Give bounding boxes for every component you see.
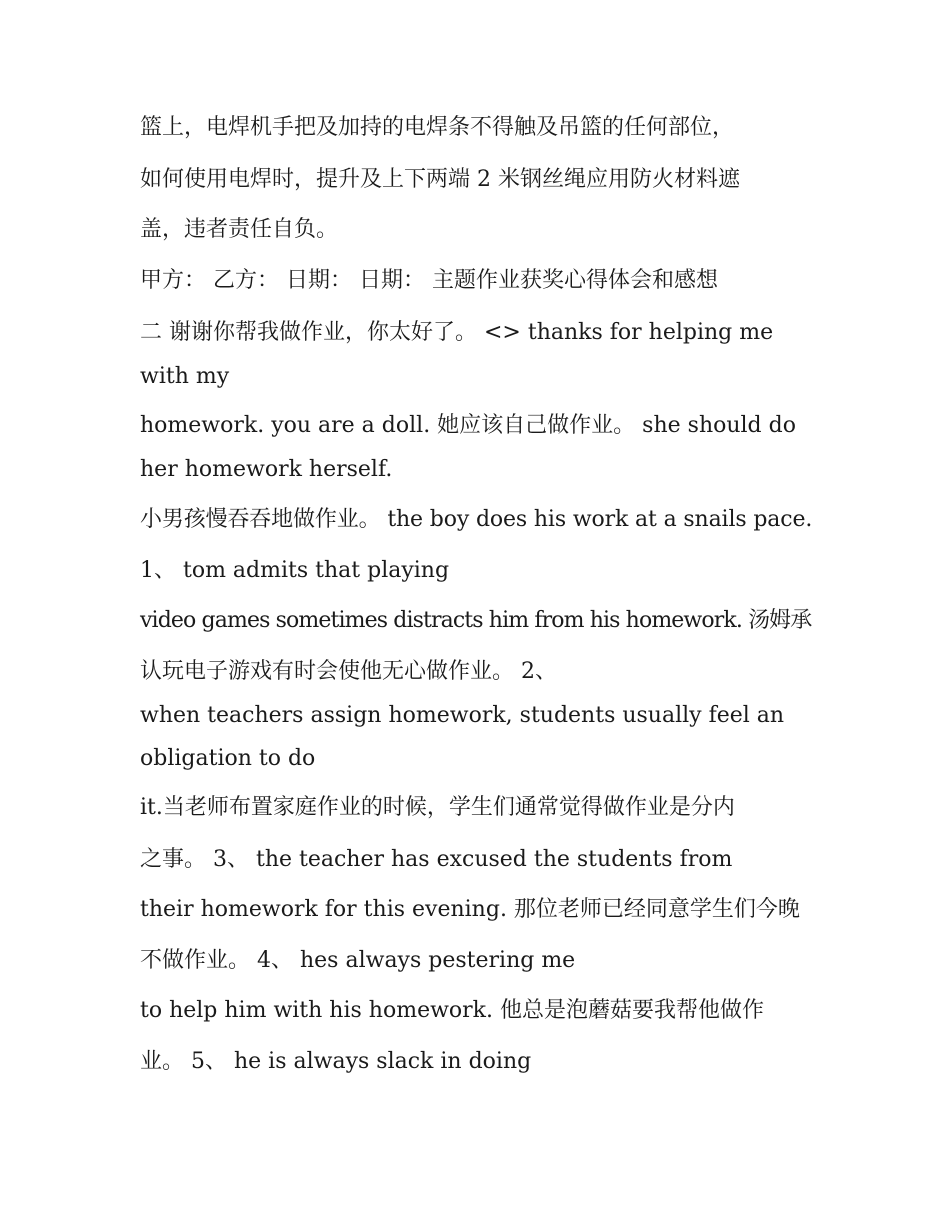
text-line: their homework for this evening. 那位老师已经同意学生们今晚 (140, 897, 800, 922)
text-line: homework. you are a doll. 她应该自己做作业。 she should do (140, 413, 796, 438)
text-line: 二 谢谢你帮我做作业，你太好了。 <> thanks for helping me (140, 320, 774, 345)
text-line: when teachers assign homework, students usually feel an (140, 703, 785, 728)
text-line: 业。 5、 he is always slack in doing (140, 1049, 532, 1074)
text-line: 篮上，电焊机手把及加持的电焊条不得触及吊篮的任何部位， (140, 115, 735, 140)
text-line: 1、 tom admits that playing (140, 558, 450, 583)
text-line: obligation to do (140, 746, 316, 771)
text-line: 之事。 3、 the teacher has excused the students from (140, 847, 733, 872)
text-line: 盖，违者责任自负。 (140, 217, 339, 242)
text-line: 小男孩慢吞吞地做作业。 the boy does his work at a snails pace. (140, 507, 813, 532)
text-line: 不做作业。 4、 hes always pestering me (140, 948, 576, 973)
text-line: her homework herself. (140, 457, 393, 482)
text-line: 认玩电子游戏有时会使他无心做作业。 2、 (140, 659, 557, 684)
text-line: to help him with his homework. 他总是泡蘑菇要我帮他做作 (140, 998, 765, 1023)
text-line: 如何使用电焊时，提升及上下两端 2 米钢丝绳应用防火材料遮 (140, 167, 740, 192)
text-line: video games sometimes distracts him from his homework. 汤姆承 (140, 608, 812, 633)
text-line: with my (140, 364, 230, 389)
text-line: 甲方： 乙方： 日期： 日期： 主题作业获奖心得体会和感想 (140, 268, 718, 293)
text-line: it.当老师布置家庭作业的时候，学生们通常觉得做作业是分内 (140, 795, 735, 820)
